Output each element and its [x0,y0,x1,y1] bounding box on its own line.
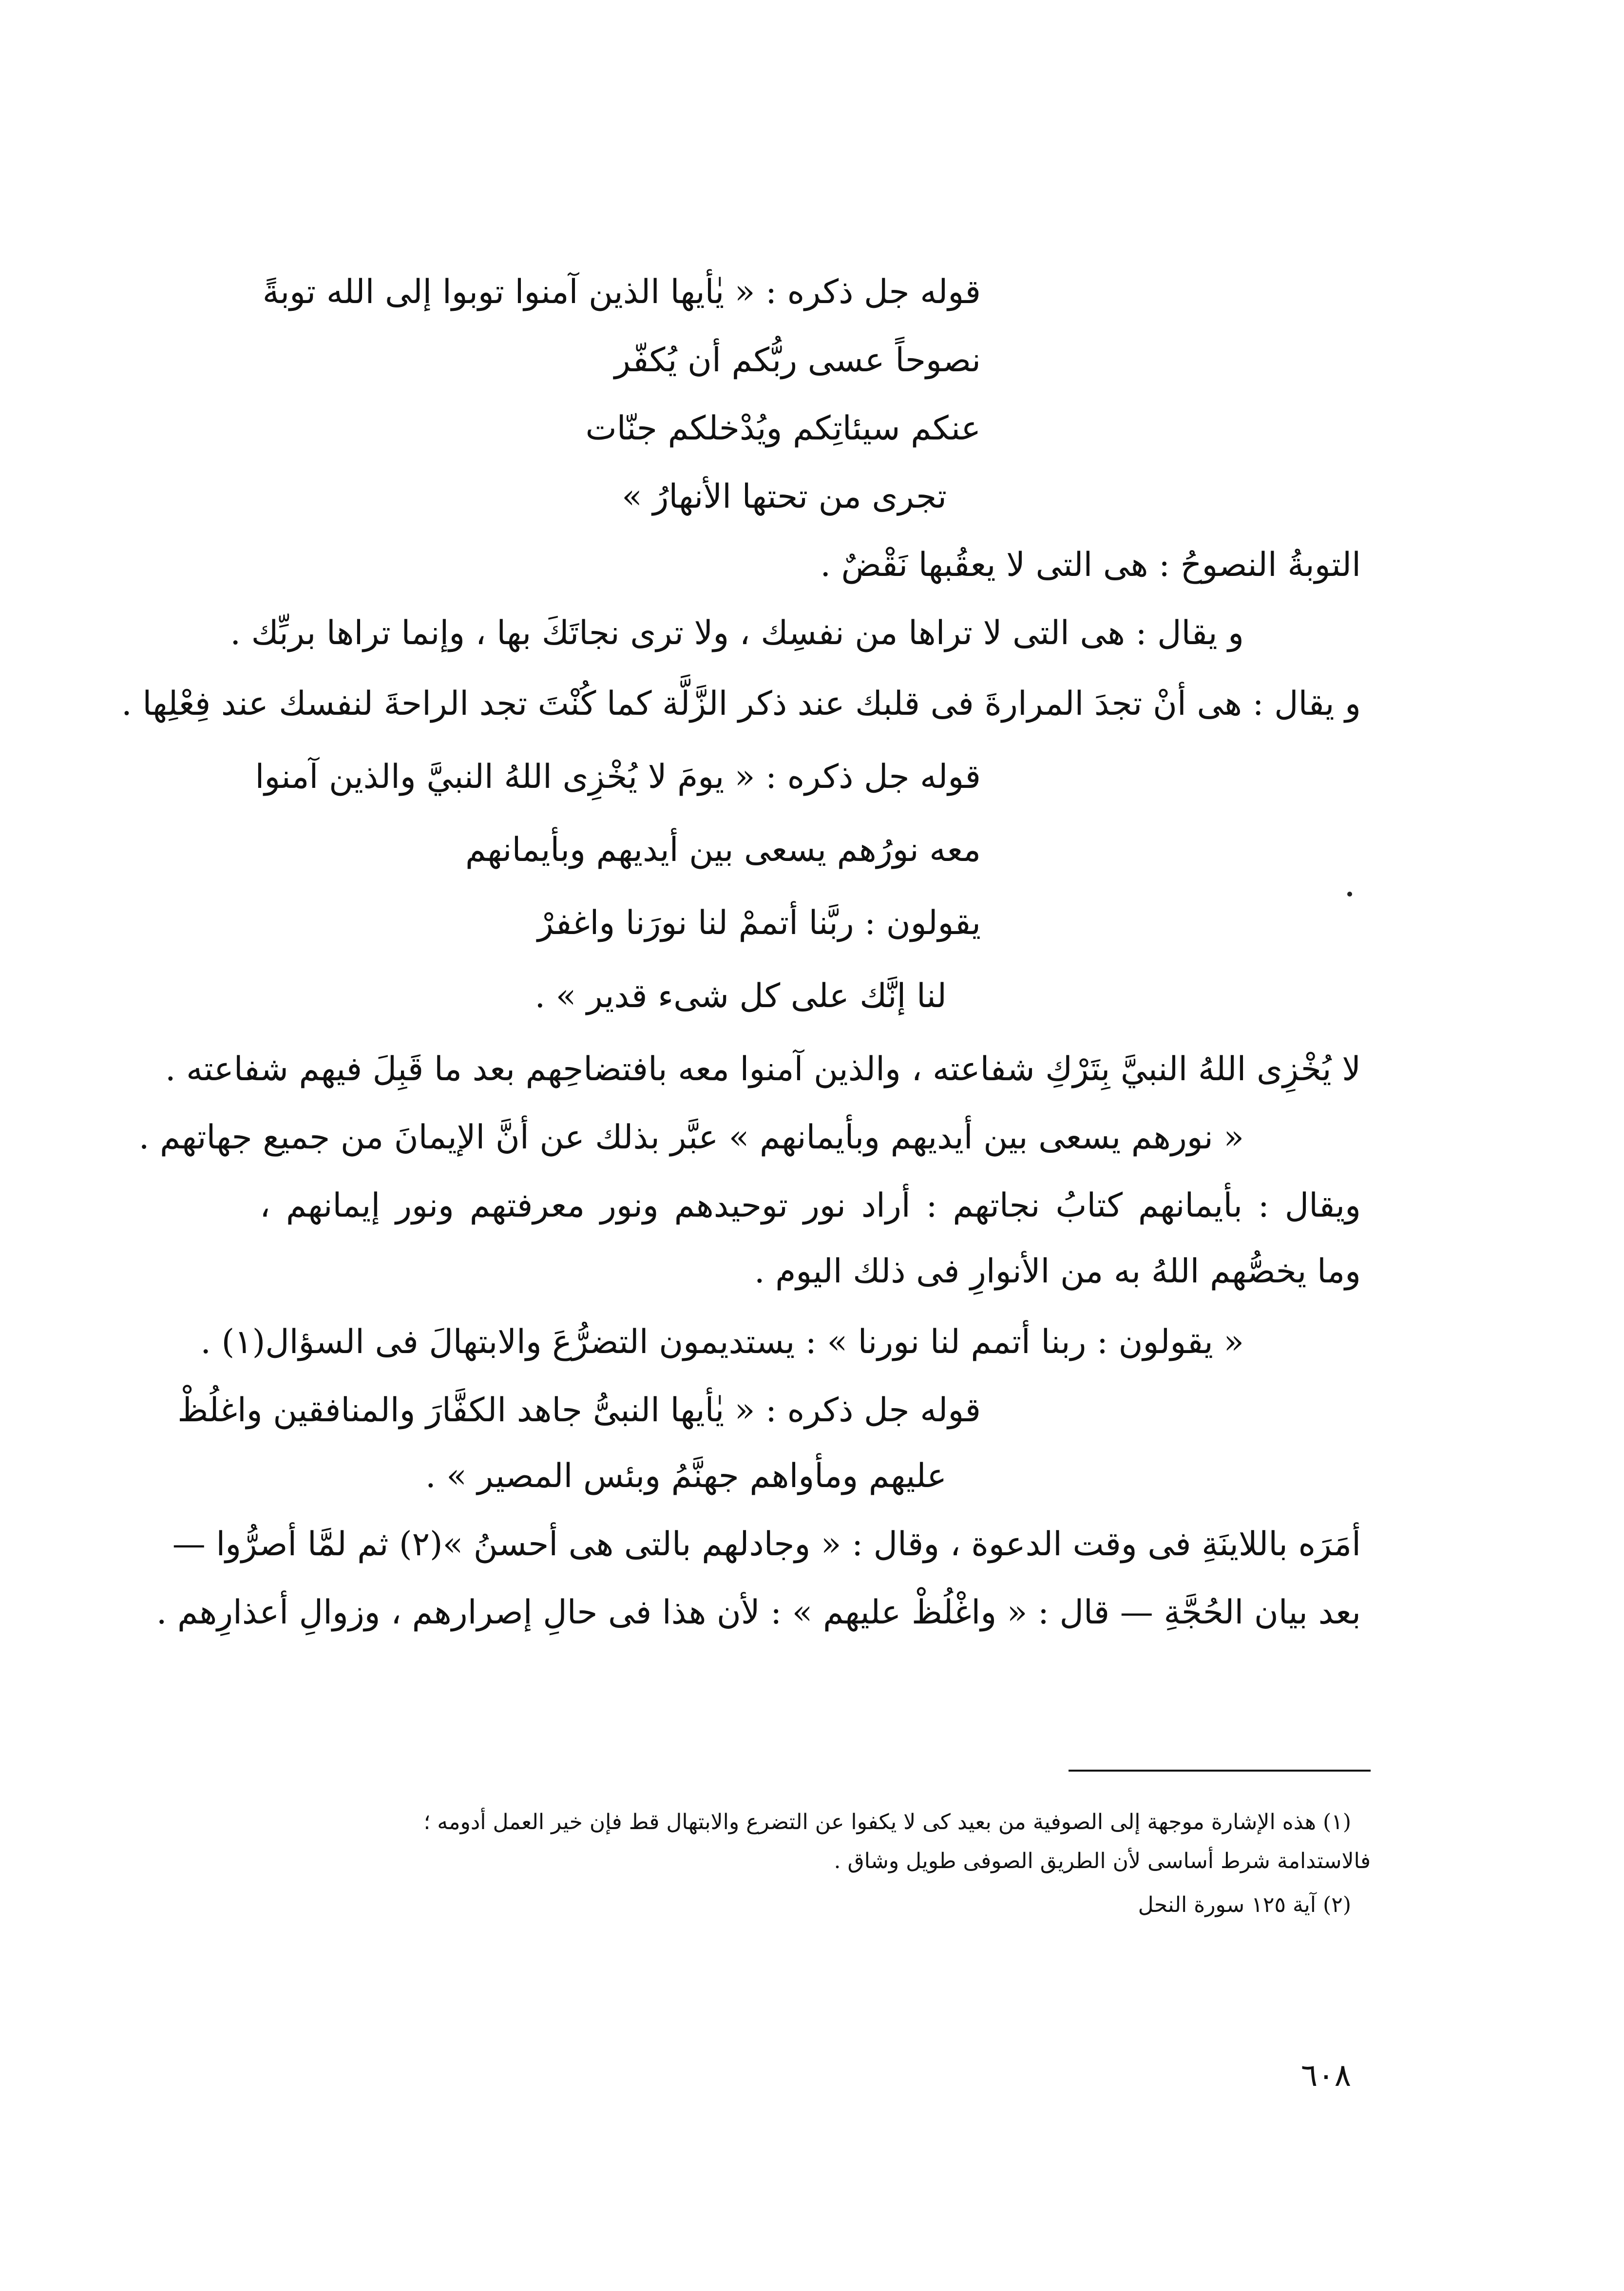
verse-line-3: عنكم سيئاتِكم ويُدْخلكم جنّات [585,409,981,448]
footnote-divider [1069,1770,1371,1772]
margin-speck [1347,892,1352,897]
commentary-line-10: بعد بيان الحُجَّةِ — قال : « واغْلُظْ عليهم » : لأن هذا فى حالِ إصرارهم ، وزوالِ أعذارِهم . [156,1593,1361,1632]
footnote-1-continued: فالاستدامة شرط أساسى لأن الطريق الصوفى طويل وشاق . [834,1849,1371,1873]
footnote-2: (٢) آية ١٢٥ سورة النحل [1138,1892,1351,1917]
verse-line-10: عليهم ومأواهم جهنَّمُ وبئس المصير » . [425,1457,947,1495]
verse-line-1: قوله جل ذكره : « يٰأيها الذين آمنوا توبوا إلى الله توبةً [262,273,981,311]
commentary-line-7: وما يخصُّهم اللهُ به من الأنوارِ فى ذلك اليوم . [754,1252,1361,1291]
commentary-line-5: « نورهم يسعى بين أيديهم وبأيمانهم » عبَّر بذلك عن أنَّ الإيمانَ من جميع جهاتهم . [138,1118,1244,1157]
footnote-1: (١) هذه الإشارة موجهة إلى الصوفية من بعيد كى لا يكفوا عن التضرع والابتهال قط فإن خير العمل أدومه ؛ [423,1810,1351,1834]
commentary-line-1: التوبةُ النصوحُ : هى التى لا يعقُبها نَقْضٌ . [820,546,1361,584]
verse-line-9: قوله جل ذكره : « يٰأيها النبىُّ جاهد الكفَّارَ والمنافقين واغلُظْ [177,1391,981,1430]
commentary-line-9: أمَرَه باللاينَةِ فى وقت الدعوة ، وقال : « وجادلهم بالتى هى أحسنُ »(٢) ثم لمَّا أصرُّوا — [172,1525,1361,1564]
verse-line-7: يقولون : ربَّنا أتممْ لنا نورَنا واغفرْ [537,904,981,942]
commentary-line-2: و يقال : هى التى لا تراها من نفسِك ، ولا ترى نجاتَكَ بها ، وإنما تراها بربِّك . [230,614,1244,652]
commentary-line-8: « يقولون : ربنا أتمم لنا نورنا » : يستديمون التضرُّعَ والابتهالَ فى السؤال(١) . [200,1323,1244,1361]
verse-line-2: نصوحاً عسى ربُّكم أن يُكفّر [614,341,981,380]
verse-line-5: قوله جل ذكره : « يومَ لا يُخْزِى اللهُ النبيَّ والذين آمنوا [255,758,981,796]
page-number: ٦٠٨ [1300,2058,1351,2094]
verse-line-4: تجرى من تحتها الأنهارُ » [622,477,947,516]
commentary-line-3: و يقال : هى أنْ تجدَ المرارةَ فى قلبك عند ذكر الزَّلَّة كما كُنْتَ تجد الراحةَ لنفسك عند فِعْلِها . [121,685,1361,723]
verse-line-6: معه نورُهم يسعى بين أيديهم وبأيمانهم [465,831,981,869]
verse-line-8: لنا إنَّك على كل شىء قدير » . [535,977,947,1015]
commentary-line-6: ويقال : بأيمانهم كتابُ نجاتهم : أراد نور توحيدهم ونور معرفتهم ونور إيمانهم ، [260,1186,1361,1225]
commentary-line-4: لا يُخْزِى اللهُ النبيَّ بِتَرْكِ شفاعته ، والذين آمنوا معه بافتضاحِهم بعد ما قَبِلَ فيهم شفاعته . [165,1050,1361,1088]
